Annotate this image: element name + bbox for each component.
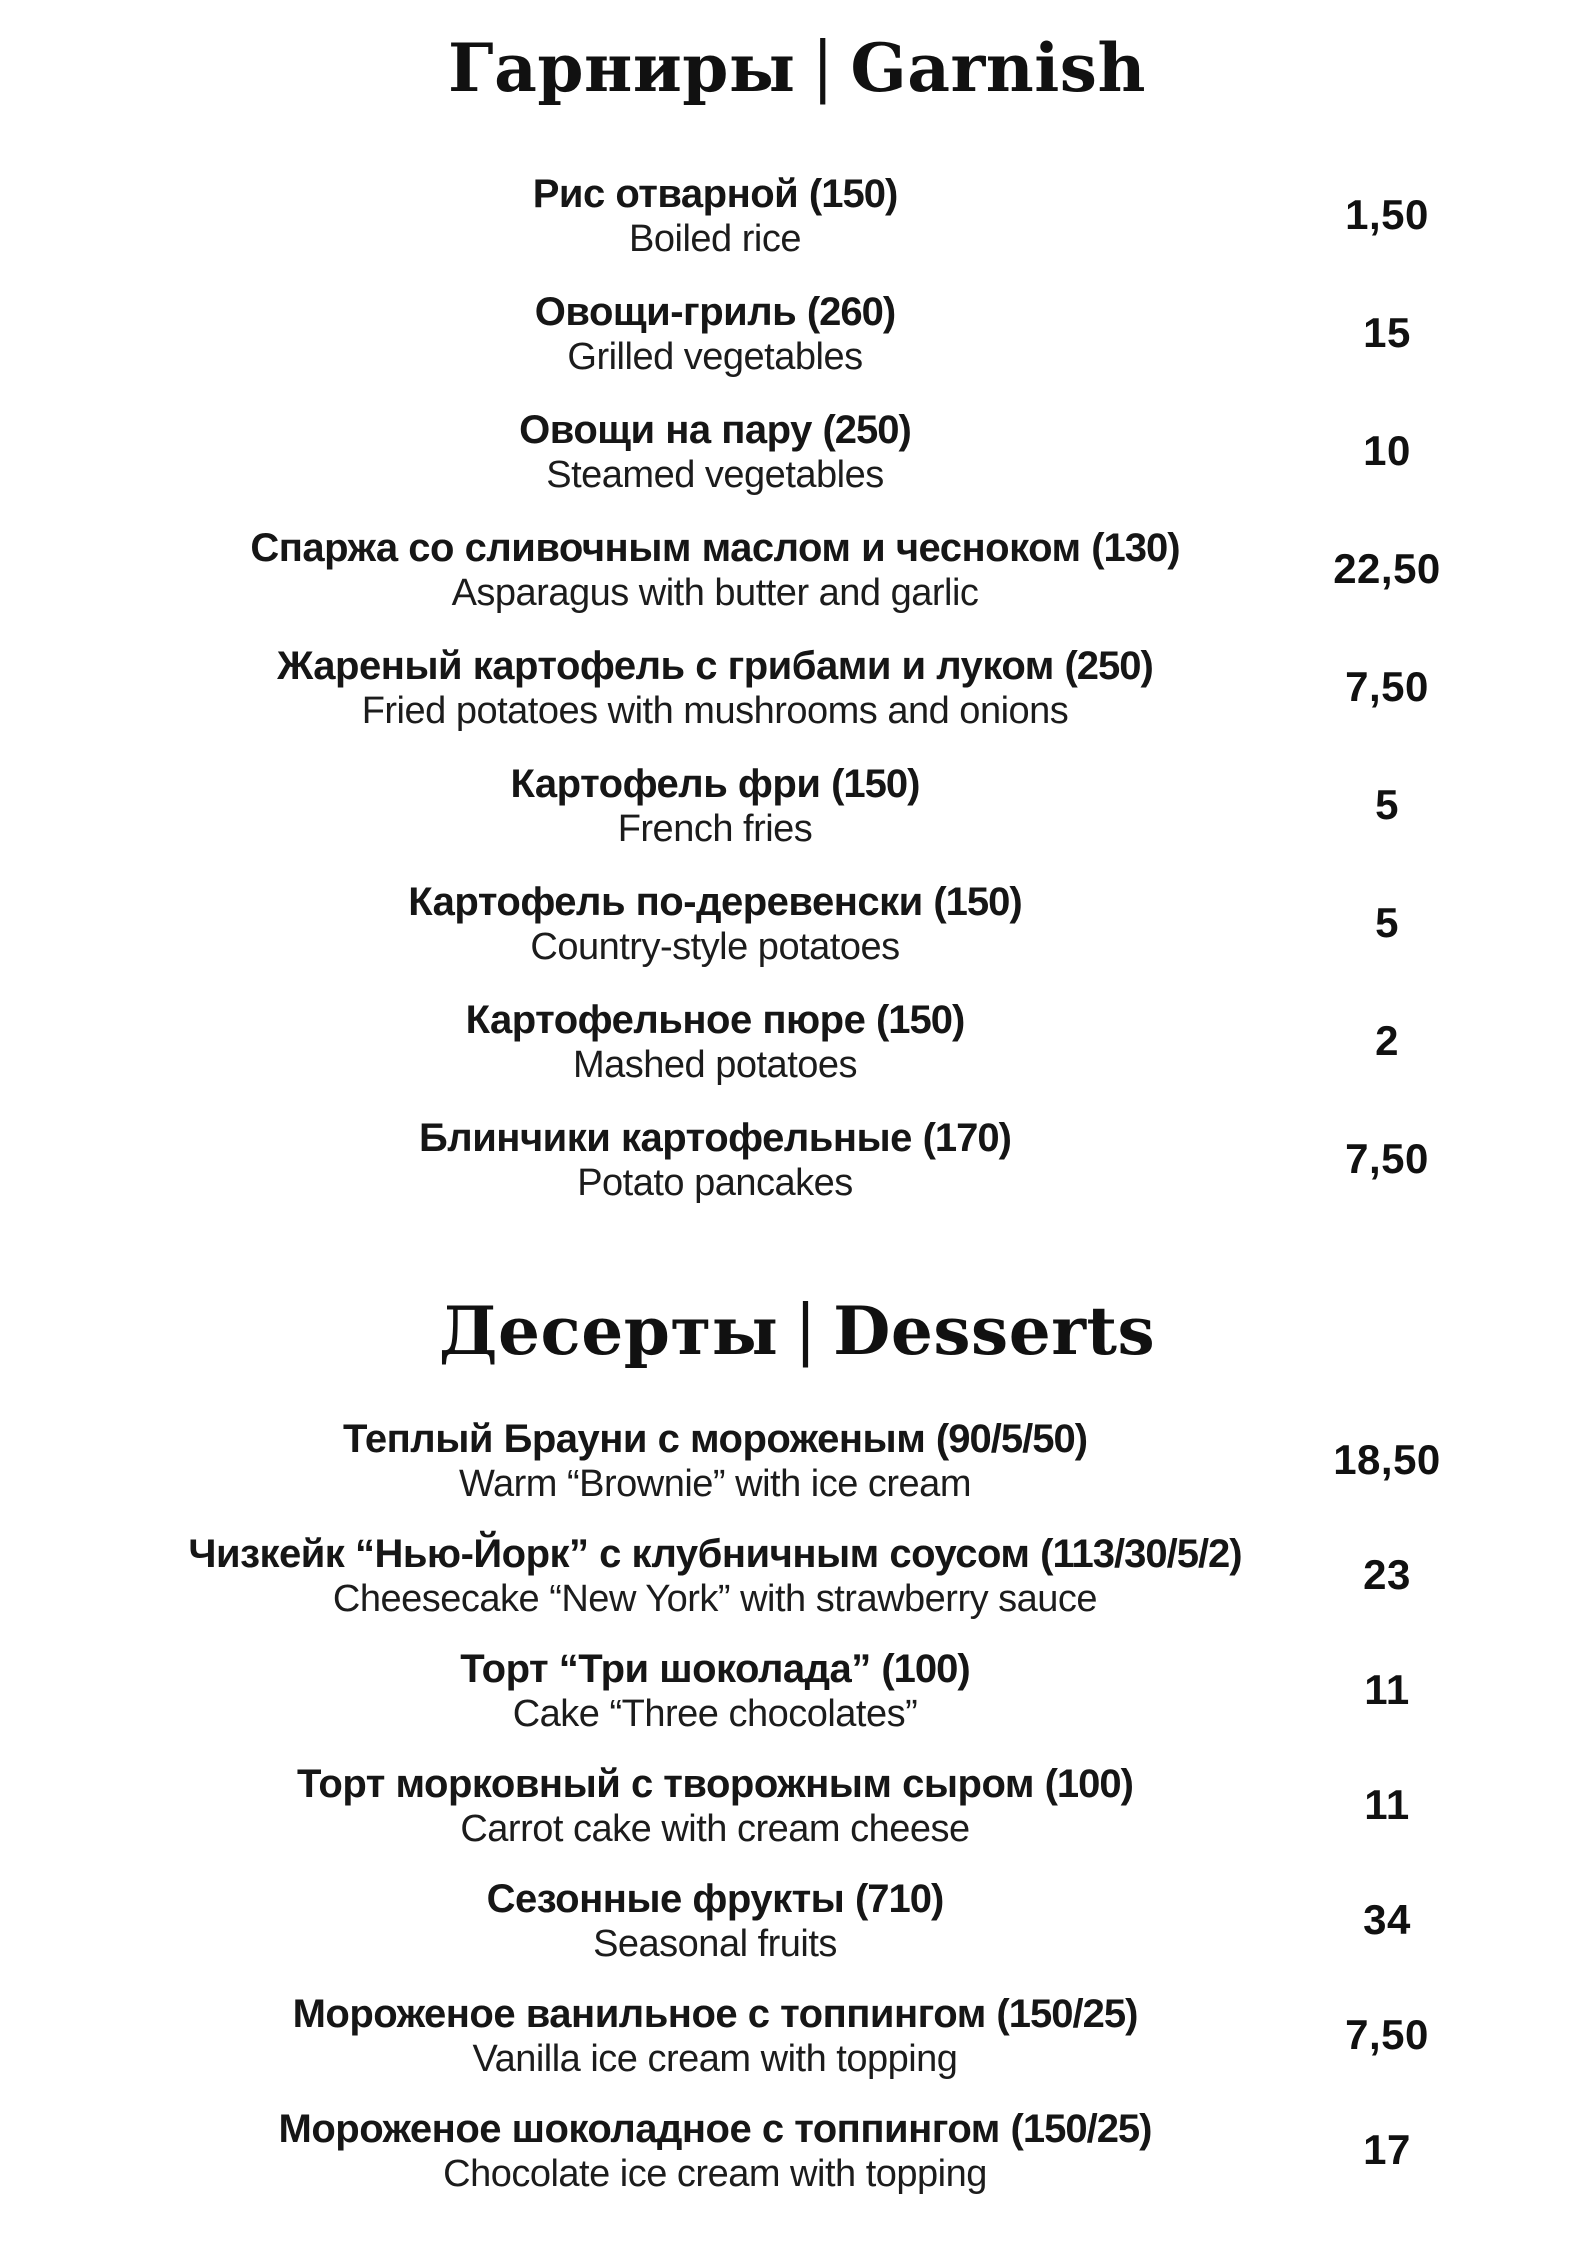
menu-item-price: 11 bbox=[1364, 1666, 1410, 1714]
menu-item-name-en: Carrot cake with cream cheese bbox=[460, 1808, 970, 1850]
menu-item bbox=[0, 407, 1594, 497]
section-title-separator: | bbox=[794, 1291, 818, 1368]
menu-item-price: 10 bbox=[1363, 427, 1411, 475]
menu-item-weight: (150) bbox=[808, 172, 898, 216]
menu-item bbox=[0, 2106, 1594, 2196]
menu-item-price: 5 bbox=[1375, 781, 1399, 829]
menu-item-weight: (170) bbox=[922, 1116, 1011, 1160]
menu-item-name-ru: Теплый Брауни с мороженым bbox=[342, 1417, 926, 1461]
menu-item-weight: (150) bbox=[831, 762, 920, 806]
menu-item bbox=[0, 1115, 1594, 1205]
menu-item-weight: (250) bbox=[1064, 644, 1153, 688]
menu-item bbox=[0, 525, 1594, 615]
menu-item-name-ru: Спаржа со сливочным маслом и чесноком bbox=[250, 526, 1081, 570]
menu-item-name-en: French fries bbox=[617, 808, 813, 850]
menu-item-name-ru: Рис отварной bbox=[532, 172, 799, 216]
menu-item bbox=[0, 289, 1594, 379]
menu-item-name-en: Cheesecake “New York” with strawberry sauce bbox=[332, 1578, 1098, 1620]
menu-item-name-ru: Торт “Три шоколада” bbox=[460, 1647, 871, 1691]
section-title bbox=[0, 1293, 1594, 1370]
menu-item-price: 22,50 bbox=[1333, 545, 1441, 593]
menu-item bbox=[0, 643, 1594, 733]
section-title-ru: Десерты bbox=[438, 1292, 779, 1370]
menu-item-price: 18,50 bbox=[1333, 1436, 1441, 1484]
section-title-en: Garnish bbox=[850, 29, 1146, 107]
menu-item-name-ru: Овощи-гриль bbox=[534, 290, 797, 334]
menu-item bbox=[0, 1876, 1594, 1966]
menu-item-price: 2 bbox=[1375, 1017, 1399, 1065]
menu-item-price: 1,50 bbox=[1345, 191, 1429, 239]
menu-item bbox=[0, 879, 1594, 969]
menu-item-name-ru: Блинчики картофельные bbox=[419, 1116, 912, 1160]
menu-item-name-ru: Овощи на пару bbox=[519, 408, 812, 452]
section-items bbox=[0, 1416, 1594, 2196]
section-title bbox=[0, 30, 1594, 107]
menu-item bbox=[0, 1531, 1594, 1621]
menu-item-name-ru: Мороженое ванильное с топпингом bbox=[292, 1992, 986, 2036]
menu-item-price: 34 bbox=[1363, 1896, 1411, 1944]
menu-item-name-en: Asparagus with butter and garlic bbox=[451, 572, 979, 614]
menu-item-name-en: Steamed vegetables bbox=[546, 454, 884, 496]
menu-item-name-en: Mashed potatoes bbox=[572, 1044, 858, 1086]
section-items bbox=[0, 171, 1594, 1205]
menu-item-name-en: Country-style potatoes bbox=[530, 926, 900, 968]
menu-item-name-ru: Жареный картофель с грибами и луком bbox=[277, 644, 1054, 688]
menu-item-weight: (130) bbox=[1091, 526, 1180, 570]
menu-item-weight: (150/25) bbox=[1010, 2107, 1152, 2151]
menu-item-weight: (710) bbox=[854, 1877, 944, 1921]
menu-section bbox=[0, 30, 1594, 1205]
menu-item-weight: (90/5/50) bbox=[935, 1417, 1088, 1461]
menu-item-price: 5 bbox=[1375, 899, 1399, 947]
menu-item-name-en: Seasonal fruits bbox=[593, 1923, 837, 1965]
menu-item-name-ru: Чизкейк “Нью-Йорк” с клубничным соусом bbox=[188, 1532, 1030, 1576]
menu-item-name-en: Potato pancakes bbox=[577, 1162, 853, 1204]
menu-item-name-ru: Картофель фри bbox=[510, 762, 821, 806]
menu-item-price: 7,50 bbox=[1345, 663, 1429, 711]
menu-item-weight: (113/30/5/2) bbox=[1040, 1532, 1242, 1576]
menu-section bbox=[0, 1293, 1594, 2196]
menu-item-price: 23 bbox=[1363, 1551, 1411, 1599]
section-title-separator: | bbox=[811, 28, 835, 105]
menu-item-weight: (150) bbox=[875, 998, 965, 1042]
menu-item-name-ru: Торт морковный с творожным сыром bbox=[297, 1762, 1034, 1806]
menu-item-weight: (250) bbox=[822, 408, 911, 452]
section-title-ru: Гарниры bbox=[448, 29, 796, 107]
menu-item-price: 7,50 bbox=[1345, 1135, 1429, 1183]
menu-item-name-en: Warm “Brownie” with ice cream bbox=[459, 1463, 971, 1505]
menu-item-name-ru: Мороженое шоколадное с топпингом bbox=[278, 2107, 1000, 2151]
menu-item bbox=[0, 171, 1594, 261]
menu-item-weight: (150) bbox=[933, 880, 1022, 924]
section-title-en: Desserts bbox=[833, 1292, 1156, 1370]
menu-item-name-en: Grilled vegetables bbox=[567, 336, 863, 378]
menu-item-weight: (260) bbox=[806, 290, 896, 334]
menu-item bbox=[0, 1646, 1594, 1736]
menu-item-price: 7,50 bbox=[1345, 2011, 1429, 2059]
menu-item bbox=[0, 761, 1594, 851]
menu-item-name-en: Fried potatoes with mushrooms and onions bbox=[361, 690, 1069, 732]
menu-item bbox=[0, 997, 1594, 1087]
menu-item bbox=[0, 1761, 1594, 1851]
menu-item-name-ru: Сезонные фрукты bbox=[486, 1877, 845, 1921]
menu-item-weight: (150/25) bbox=[996, 1992, 1138, 2036]
menu-item-weight: (100) bbox=[881, 1647, 970, 1691]
menu-item-weight: (100) bbox=[1044, 1762, 1133, 1806]
menu-item bbox=[0, 1416, 1594, 1506]
menu-item bbox=[0, 1991, 1594, 2081]
menu-item-name-ru: Картофель по-деревенски bbox=[408, 880, 923, 924]
menu-item-price: 15 bbox=[1363, 309, 1411, 357]
menu-item-name-en: Vanilla ice cream with topping bbox=[472, 2038, 958, 2080]
menu-item-price: 11 bbox=[1364, 1781, 1410, 1829]
menu-item-name-ru: Картофельное пюре bbox=[465, 998, 866, 1042]
menu-item-name-en: Chocolate ice cream with topping bbox=[443, 2153, 987, 2195]
menu-item-name-en: Cake “Three chocolates” bbox=[512, 1693, 918, 1735]
menu-item-price: 17 bbox=[1363, 2126, 1411, 2174]
menu-item-name-en: Boiled rice bbox=[629, 218, 801, 260]
